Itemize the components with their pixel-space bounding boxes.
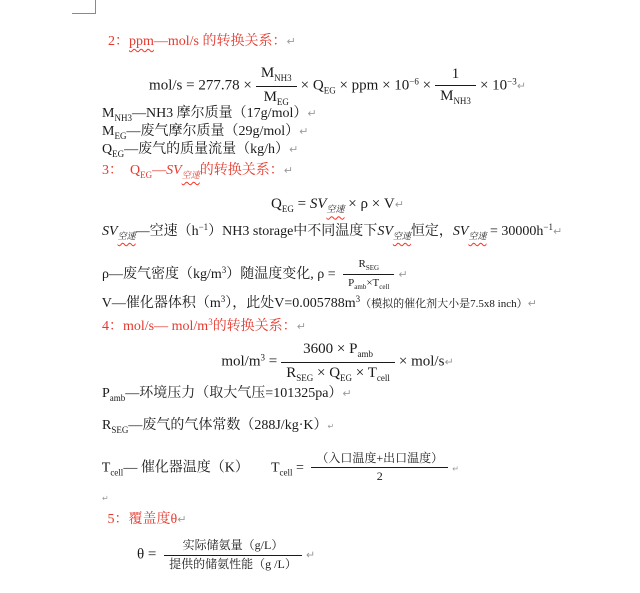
paragraph-mark: ↵ — [398, 267, 408, 281]
paragraph-mark: ↵ — [394, 198, 404, 212]
fraction-inlet-outlet-temp — [311, 451, 448, 485]
heading3-dash: — — [152, 162, 167, 178]
frac-num: （入口温度+出口温度） — [316, 450, 444, 465]
heading3-svsub: 空速 — [181, 169, 200, 180]
definition-text: —废气的气体常数（288J/kg·K） — [128, 417, 328, 433]
frac-den-sub: amb — [354, 282, 367, 291]
sup-3: 3 — [220, 293, 226, 304]
frac-den: M — [440, 88, 454, 105]
sup-3: 3 — [260, 352, 265, 363]
paragraph-mark: ↵ — [299, 124, 309, 138]
sup-3: 3 — [355, 293, 361, 304]
paragraph-mark: ↵ — [307, 106, 317, 120]
paragraph-mark: ↵ — [305, 548, 316, 562]
frac-den-sub: NH3 — [453, 96, 471, 107]
definition-text: 恒定， — [410, 223, 453, 239]
paragraph-mark: ↵ — [516, 79, 526, 93]
paragraph-mark: ↵ — [452, 464, 459, 474]
symbol-sub: NH3 — [114, 112, 132, 123]
frac-den: 提供的储氨性能（g /L） — [169, 556, 297, 571]
frac-den-sub: SEG — [296, 372, 314, 383]
frac-den: ×T — [366, 276, 380, 289]
sub-eg: EG — [323, 85, 336, 96]
definition-text: — 催化器温度（K） — [123, 460, 249, 476]
heading3-rest: 的转换关系： — [199, 162, 284, 178]
frac-num-sub: NH3 — [274, 73, 292, 84]
symbol: T — [270, 460, 280, 476]
sup-minus1: −1 — [198, 221, 209, 232]
paragraph-mark: ↵ — [527, 296, 537, 310]
heading4-rest: 的转换关系： — [212, 318, 297, 334]
paragraph-mark: ↵ — [327, 421, 335, 431]
frac-den: M — [263, 88, 277, 105]
symbol: Q — [102, 141, 113, 157]
symbol: P — [102, 385, 110, 401]
formula-text: = — [292, 460, 308, 476]
frac-den-sub: cell — [379, 282, 390, 291]
symbol-sub: cell — [279, 467, 293, 478]
paragraph-mark: ↵ — [289, 142, 299, 156]
definition-text: —环境压力（取大气压=101325pa） — [125, 385, 343, 401]
formula-text: × mol/s — [398, 353, 445, 370]
heading5-theta: θ — [170, 511, 178, 527]
definition-text: —废气的质量流量（kg/h） — [124, 141, 290, 157]
frac-den: × T — [352, 364, 377, 381]
formula-text: Q — [271, 196, 282, 213]
definition-note: （模拟的催化剂大小是7.5x8 inch） — [360, 297, 528, 310]
formula-text: = — [264, 353, 278, 370]
sv-symbol: SV — [377, 223, 393, 239]
sub-eg: EG — [281, 204, 294, 215]
symbol: T — [101, 460, 111, 476]
definition-text: ）随温度变化, ρ = — [226, 266, 340, 282]
frac-den: R — [286, 364, 297, 381]
definition-text: —NH3 摩尔质量（17g/mol） — [131, 105, 308, 121]
sv-symbol-sub: 空速 — [117, 230, 136, 241]
frac-den-sub: cell — [376, 372, 390, 383]
formula-sv: SV — [309, 196, 327, 213]
fraction-actual-over-provided-storage — [164, 538, 302, 572]
formula-text: × ppm × 10 — [335, 77, 410, 94]
sup-minus6: −6 — [409, 76, 419, 87]
paragraph-mark: ↵ — [552, 224, 563, 238]
formula-text: × 10 — [479, 77, 508, 94]
heading5-text: 5：覆盖度 — [104, 511, 171, 527]
symbol: R — [102, 417, 112, 433]
heading4-sup3: 3 — [208, 316, 213, 327]
margin-crop-mark-horizontal — [72, 13, 96, 14]
sv-symbol-sub: 空速 — [468, 230, 487, 241]
paragraph-mark: ↵ — [444, 355, 454, 369]
frac-num: M — [260, 65, 275, 82]
frac-den: P — [348, 276, 355, 289]
formula-text: mol/m — [221, 353, 261, 370]
formula-text: × Q — [300, 77, 324, 94]
definition-text: —空速（h — [135, 223, 199, 239]
frac-den-sub: EG — [276, 96, 289, 107]
definition-text: ），此处V=0.005788m — [225, 295, 356, 311]
formula-text: × — [418, 77, 432, 94]
frac-num-sub: amb — [357, 349, 373, 360]
definition-text: V—催化器体积（m — [101, 295, 221, 311]
formula-text: θ = — [137, 546, 161, 563]
heading4-text: 4：mol/s— mol/m — [102, 318, 209, 334]
sup-minus3: −3 — [507, 76, 517, 87]
paragraph-mark: ↵ — [296, 319, 306, 333]
heading3-qsub: EG — [140, 169, 153, 180]
heading2-number: 2： — [108, 33, 129, 49]
paragraph-mark: ↵ — [177, 512, 187, 526]
fraction-1-over-mnh3 — [435, 65, 476, 108]
heading2-rest: —mol/s 的转换关系： — [153, 33, 287, 49]
formula-text: × ρ × V — [344, 196, 395, 213]
paragraph-mark: ↵ — [283, 163, 293, 177]
sv-symbol: SV — [452, 223, 469, 239]
heading3-text: 3： Q — [102, 162, 141, 178]
frac-den-sub: EG — [340, 372, 353, 383]
frac-num: 实际储氨量（g/L） — [182, 538, 284, 553]
symbol-sub: cell — [110, 467, 124, 478]
frac-num: R — [358, 257, 366, 270]
formula-sv-sub: 空速 — [326, 204, 345, 215]
formula-text: mol/s = 277.78 × — [149, 77, 252, 94]
definition-text: —废气摩尔质量（29g/mol） — [126, 123, 300, 139]
sv-symbol: SV — [102, 223, 118, 239]
frac-den: 2 — [376, 469, 383, 484]
frac-den: × Q — [313, 364, 341, 381]
paragraph-mark: ↵ — [286, 34, 296, 48]
symbol-sub: EG — [112, 148, 125, 159]
margin-crop-mark-vertical — [95, 0, 96, 14]
paragraph-mark: ↵ — [342, 386, 352, 400]
symbol-sub: amb — [109, 392, 126, 403]
frac-num: 3600 × P — [303, 341, 358, 358]
sv-symbol-sub: 空速 — [392, 230, 411, 241]
formula-text: = — [293, 196, 310, 213]
symbol: M — [102, 123, 115, 139]
symbol: M — [102, 105, 115, 121]
definition-text: = 30000h — [486, 223, 544, 239]
paragraph-mark: ↵ — [102, 493, 109, 503]
frac-num: 1 — [451, 65, 460, 82]
sup-3: 3 — [221, 264, 227, 275]
definition-text: ）NH3 storage中不同温度下 — [208, 223, 378, 239]
formula-coverage-theta — [122, 518, 315, 593]
definition-text: ρ—废气密度（kg/m — [102, 266, 222, 282]
symbol-sub: EG — [114, 130, 127, 141]
heading3-sv: SV — [166, 162, 182, 178]
frac-num-sub: SEG — [365, 263, 380, 272]
heading2-ppm-spellcheck: ppm — [129, 33, 154, 49]
sup-minus1: −1 — [543, 221, 553, 232]
symbol-sub: SEG — [111, 424, 129, 435]
